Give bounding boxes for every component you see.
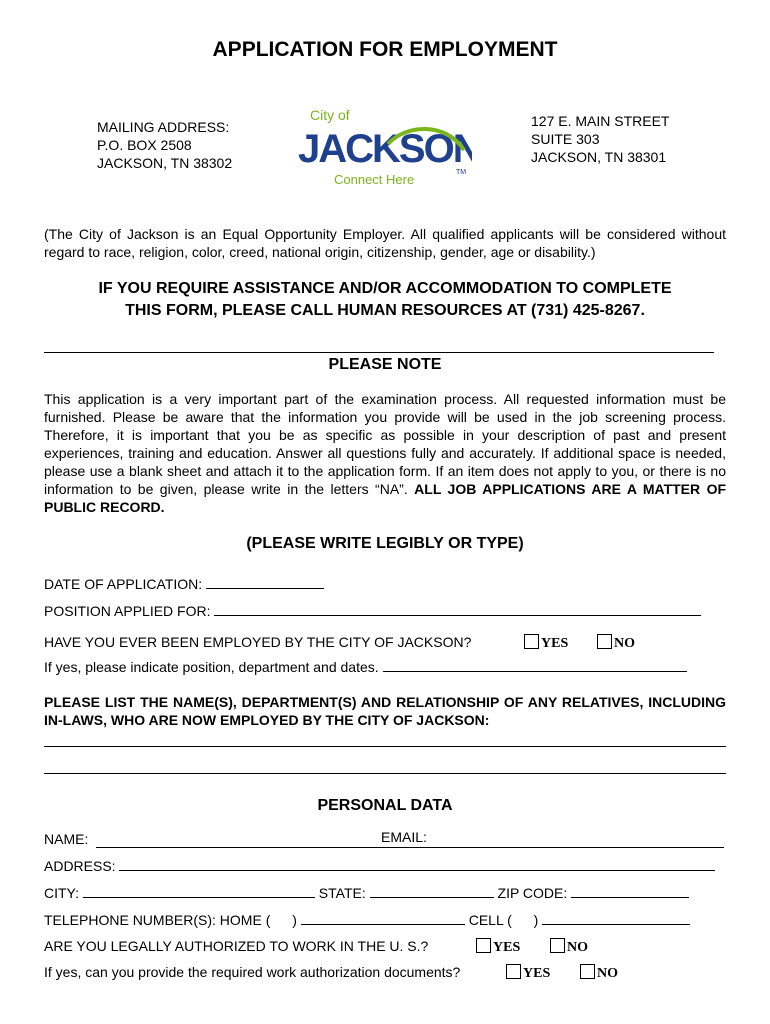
documents-row bbox=[44, 963, 460, 981]
address-field[interactable] bbox=[119, 857, 715, 871]
telephone-row bbox=[44, 911, 690, 929]
employed-no-checkbox[interactable] bbox=[597, 634, 612, 649]
page-title: APPLICATION FOR EMPLOYMENT bbox=[212, 38, 558, 61]
city-label: CITY: bbox=[44, 885, 80, 901]
assistance-line-2: THIS FORM, PLEASE CALL HUMAN RESOURCES AT (731) 425-8267. bbox=[125, 302, 645, 319]
employed-no-label: NO bbox=[614, 636, 635, 651]
documents-no-label: NO bbox=[597, 966, 618, 981]
employed-yes-label: YES bbox=[541, 636, 569, 651]
mailing-line-2: P.O. BOX 2508 bbox=[97, 137, 192, 153]
position-field[interactable] bbox=[214, 602, 701, 616]
street-address bbox=[531, 112, 669, 166]
cell-label: CELL ( bbox=[468, 912, 512, 928]
email-label: EMAIL: bbox=[381, 829, 427, 845]
documents-question: If yes, can you provide the required work authorization documents? bbox=[44, 964, 461, 980]
logo-wordmark: JACKSON bbox=[298, 127, 472, 171]
mailing-address bbox=[97, 118, 232, 172]
street-line-1: 127 E. MAIN STREET bbox=[531, 113, 670, 129]
zip-field[interactable] bbox=[571, 884, 689, 898]
section-divider bbox=[44, 352, 714, 353]
logo-tagline: Connect Here bbox=[334, 172, 415, 187]
position-dates-field[interactable] bbox=[383, 658, 687, 672]
city-of-jackson-logo bbox=[296, 104, 472, 188]
relatives-line-1[interactable] bbox=[44, 746, 726, 747]
logo-trademark: TM bbox=[456, 169, 467, 176]
employed-question: HAVE YOU EVER BEEN EMPLOYED BY THE CITY OF JACKSON? bbox=[44, 634, 472, 650]
authorized-no-checkbox[interactable] bbox=[550, 938, 565, 953]
assistance-line-1: IF YOU REQUIRE ASSISTANCE AND/OR ACCOMMODATION TO COMPLETE bbox=[98, 280, 672, 297]
city-row bbox=[44, 884, 689, 902]
position-label: POSITION APPLIED FOR: bbox=[44, 603, 211, 619]
authorized-yes-label: YES bbox=[493, 940, 521, 955]
eeo-statement: (The City of Jackson is an Equal Opportunity Employer. All qualified applicants will be considered without regard to race, religion, color, creed, national origin, citizenship, gender, age or disability.) bbox=[44, 226, 726, 260]
date-row bbox=[44, 575, 324, 593]
address-label: ADDRESS: bbox=[44, 858, 116, 874]
note-text: This application is a very important part of the examination process. All requested information must be furnished. Please be aware that the information you provide will be used in the job screening process. Therefore, it is important that you be as specific as possible in your description of past and present experiences, training and education. Answer all questions fully and accurately. If additional space is needed, please use a blank sheet and attach it to the application form. If an item does not apply to you, or there is no information to be given, please write in the letters “NA”. bbox=[44, 391, 726, 497]
date-field[interactable] bbox=[206, 575, 324, 589]
mailing-line-3: JACKSON, TN 38302 bbox=[97, 155, 233, 171]
employed-yes-option[interactable] bbox=[524, 633, 568, 653]
employed-yes-checkbox[interactable] bbox=[524, 634, 539, 649]
cell-close-paren: ) bbox=[533, 912, 539, 928]
street-line-2: SUITE 303 bbox=[531, 131, 600, 147]
personal-data-heading: PERSONAL DATA bbox=[317, 797, 453, 814]
date-label: DATE OF APPLICATION: bbox=[44, 576, 203, 592]
documents-yes-label: YES bbox=[523, 966, 551, 981]
home-phone-field[interactable] bbox=[301, 911, 465, 925]
street-line-3: JACKSON, TN 38301 bbox=[531, 149, 667, 165]
please-note-heading: PLEASE NOTE bbox=[328, 356, 442, 373]
position-row bbox=[44, 602, 701, 620]
mailing-line-1: MAILING ADDRESS: bbox=[97, 119, 230, 135]
if-yes-row bbox=[44, 658, 687, 676]
cell-phone-field[interactable] bbox=[542, 911, 690, 925]
note-bold-text: ALL JOB APPLICATIONS ARE A MATTER OF PUBLIC RECORD. bbox=[44, 481, 727, 515]
documents-no-option[interactable] bbox=[580, 963, 618, 983]
city-field[interactable] bbox=[83, 884, 315, 898]
state-label: STATE: bbox=[318, 885, 366, 901]
employed-no-option[interactable] bbox=[597, 633, 635, 653]
please-note-body bbox=[44, 390, 726, 516]
phone-label: TELEPHONE NUMBER(S): HOME ( bbox=[44, 912, 271, 928]
authorized-no-label: NO bbox=[567, 940, 588, 955]
relatives-instruction: PLEASE LIST THE NAME(S), DEPARTMENT(S) AND RELATIONSHIP OF ANY RELATIVES, INCLUDING IN-LAWS, WHO ARE NOW EMPLOYED BY THE CITY OF JACKSON: bbox=[44, 694, 726, 728]
documents-yes-checkbox[interactable] bbox=[506, 964, 521, 979]
assistance-notice bbox=[0, 278, 770, 322]
documents-no-checkbox[interactable] bbox=[580, 964, 595, 979]
name-field[interactable] bbox=[96, 847, 724, 848]
zip-label: ZIP CODE: bbox=[497, 885, 568, 901]
authorized-question: ARE YOU LEGALLY AUTHORIZED TO WORK IN THE U. S.? bbox=[44, 938, 429, 954]
relatives-line-2[interactable] bbox=[44, 773, 726, 774]
state-field[interactable] bbox=[370, 884, 494, 898]
name-label: NAME: bbox=[44, 831, 89, 847]
logo-small-text: City of bbox=[310, 107, 350, 123]
address-row bbox=[44, 857, 715, 875]
phone-close-paren: ) bbox=[292, 912, 297, 928]
authorized-yes-option[interactable] bbox=[476, 937, 520, 957]
name-row bbox=[44, 830, 88, 848]
write-legibly-heading: (PLEASE WRITE LEGIBLY OR TYPE) bbox=[246, 535, 524, 552]
documents-yes-option[interactable] bbox=[506, 963, 550, 983]
authorized-no-option[interactable] bbox=[550, 937, 588, 957]
authorized-yes-checkbox[interactable] bbox=[476, 938, 491, 953]
authorized-row bbox=[44, 937, 428, 955]
if-yes-label: If yes, please indicate position, department and dates. bbox=[44, 659, 379, 675]
employed-row bbox=[44, 633, 471, 651]
